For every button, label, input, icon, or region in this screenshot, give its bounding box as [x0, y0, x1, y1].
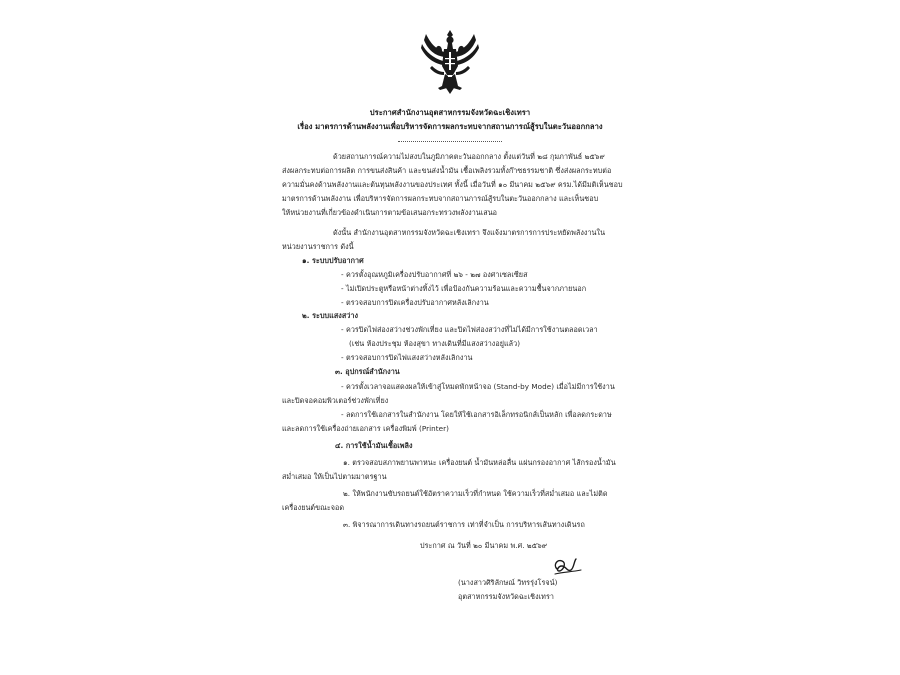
section-heading: ๓. อุปกรณ์สำนักงาน [335, 367, 400, 376]
intro-line: ให้หน่วยงานที่เกี่ยวข้องดำเนินการตามข้อเสนอกระทรวงพลังงานเสนอ [282, 208, 498, 217]
section-item: ๒. ให้พนักงานขับรถยนต์ใช้อัตราความเร็วที่กำหนด ใช้ความเร็วที่สม่ำเสมอ และไม่ติด [343, 489, 608, 498]
section-item: เครื่องยนต์ขณะจอด [282, 503, 345, 512]
section-item: ๑. ตรวจสอบสภาพยานพาหนะ เครื่องยนต์ น้ำมันหล่อลื่น แผ่นกรองอากาศ ไส้กรองน้ำมัน [343, 458, 616, 467]
section-item: (เช่น ห้องประชุม ห้องสุขา ทางเดินที่มีแสงสว่างอยู่แล้ว) [349, 339, 521, 348]
section-heading: ๑. ระบบปรับอากาศ [302, 256, 364, 265]
section-item: - ควรตั้งเวลาจอแสดงผลให้เข้าสู่โหมดพักหน้าจอ (Stand-by Mode) เมื่อไม่มีการใช้งาน [341, 382, 615, 391]
section-item: และลดการใช้เครื่องถ่ายเอกสาร เครื่องพิมพ์ (Printer) [282, 424, 449, 433]
section-item: - ควรปิดไฟส่องสว่างช่วงพักเที่ยง และปิดไฟส่องสว่างที่ไม่ได้มีการใช้งานตลอดเวลา [341, 325, 598, 334]
intro-line: ส่งผลกระทบต่อการผลิต การขนส่งสินค้า และขนส่งน้ำมัน เชื้อเพลิงรวมทั้งก๊าซธรรมชาติ ซึ่งส่งผลกระทบต่อ [282, 166, 612, 175]
section-item: - ไม่เปิดประตูหรือหน้าต่างทิ้งไว้ เพื่อป้องกันความร้อนและความชื้นจากภายนอก [341, 284, 587, 293]
announce-line: หน่วยงานราชการ ดังนี้ [282, 242, 354, 251]
section-item: ๓. พิจารณาการเดินทางรถยนต์ราชการ เท่าที่จำเป็น การบริหารเส้นทางเดินรถ [343, 520, 585, 529]
section-item: และปิดจอคอมพิวเตอร์ช่วงพักเที่ยง [282, 396, 389, 405]
section-item: สม่ำเสมอ ให้เป็นไปตามมาตรฐาน [282, 472, 387, 481]
section-item: - ตรวจสอบการปิดเครื่องปรับอากาศหลังเลิกงาน [341, 298, 489, 307]
title-divider [398, 141, 502, 142]
announcement-title: ประกาศสำนักงานอุตสาหกรรมจังหวัดฉะเชิงเทรา [369, 108, 531, 117]
section-item: - ลดการใช้เอกสารในสำนักงาน โดยให้ใช้เอกสารอิเล็กทรอนิกส์เป็นหลัก เพื่อลดกระดาษ [341, 410, 612, 419]
intro-line: ความมั่นคงด้านพลังงานและต้นทุนพลังงานของประเทศ ทั้งนี้ เมื่อวันที่ ๑๐ มีนาคม ๒๕๖๙ ครม.ได้มีมติเห็นชอบ [282, 180, 623, 189]
section-item: - ควรตั้งอุณหภูมิเครื่องปรับอากาศที่ ๒๖ - ๒๗ องศาเซลเซียส [341, 270, 528, 279]
section-heading: ๔. การใช้น้ำมันเชื้อเพลิง [335, 441, 413, 450]
intro-line: ด้วยสถานการณ์ความไม่สงบในภูมิภาคตะวันออกกลาง ตั้งแต่วันที่ ๒๘ กุมภาพันธ์ ๒๕๖๙ [333, 152, 605, 161]
announcement-date: ประกาศ ณ วันที่ ๒๐ มีนาคม พ.ศ. ๒๕๖๙ [420, 541, 548, 550]
intro-line: มาตรการด้านพลังงาน เพื่อบริหารจัดการผลกระทบจากสถานการณ์สู้รบในตะวันออกกลาง และเห็นชอบ [282, 194, 599, 203]
handwritten-signature-icon [549, 555, 585, 577]
section-item: - ตรวจสอบการปิดไฟแสงสว่างหลังเลิกงาน [341, 353, 473, 362]
announcement-subject: เรื่อง มาตรการด้านพลังงานเพื่อบริหารจัดการผลกระทบจากสถานการณ์สู้รบในตะวันออกกลาง [297, 122, 603, 131]
garuda-emblem-icon [418, 28, 482, 96]
signer-title: อุตสาหกรรมจังหวัดฉะเชิงเทรา [458, 592, 554, 601]
signer-name: (นางสาวศิริลักษณ์ วิทรรุ่งโรจน์) [458, 578, 558, 587]
announce-line: ดังนั้น สำนักงานอุตสาหกรรมจังหวัดฉะเชิงเทรา จึงแจ้งมาตรการการประหยัดพลังงานใน [333, 228, 606, 237]
section-heading: ๒. ระบบแสงสว่าง [302, 311, 359, 320]
